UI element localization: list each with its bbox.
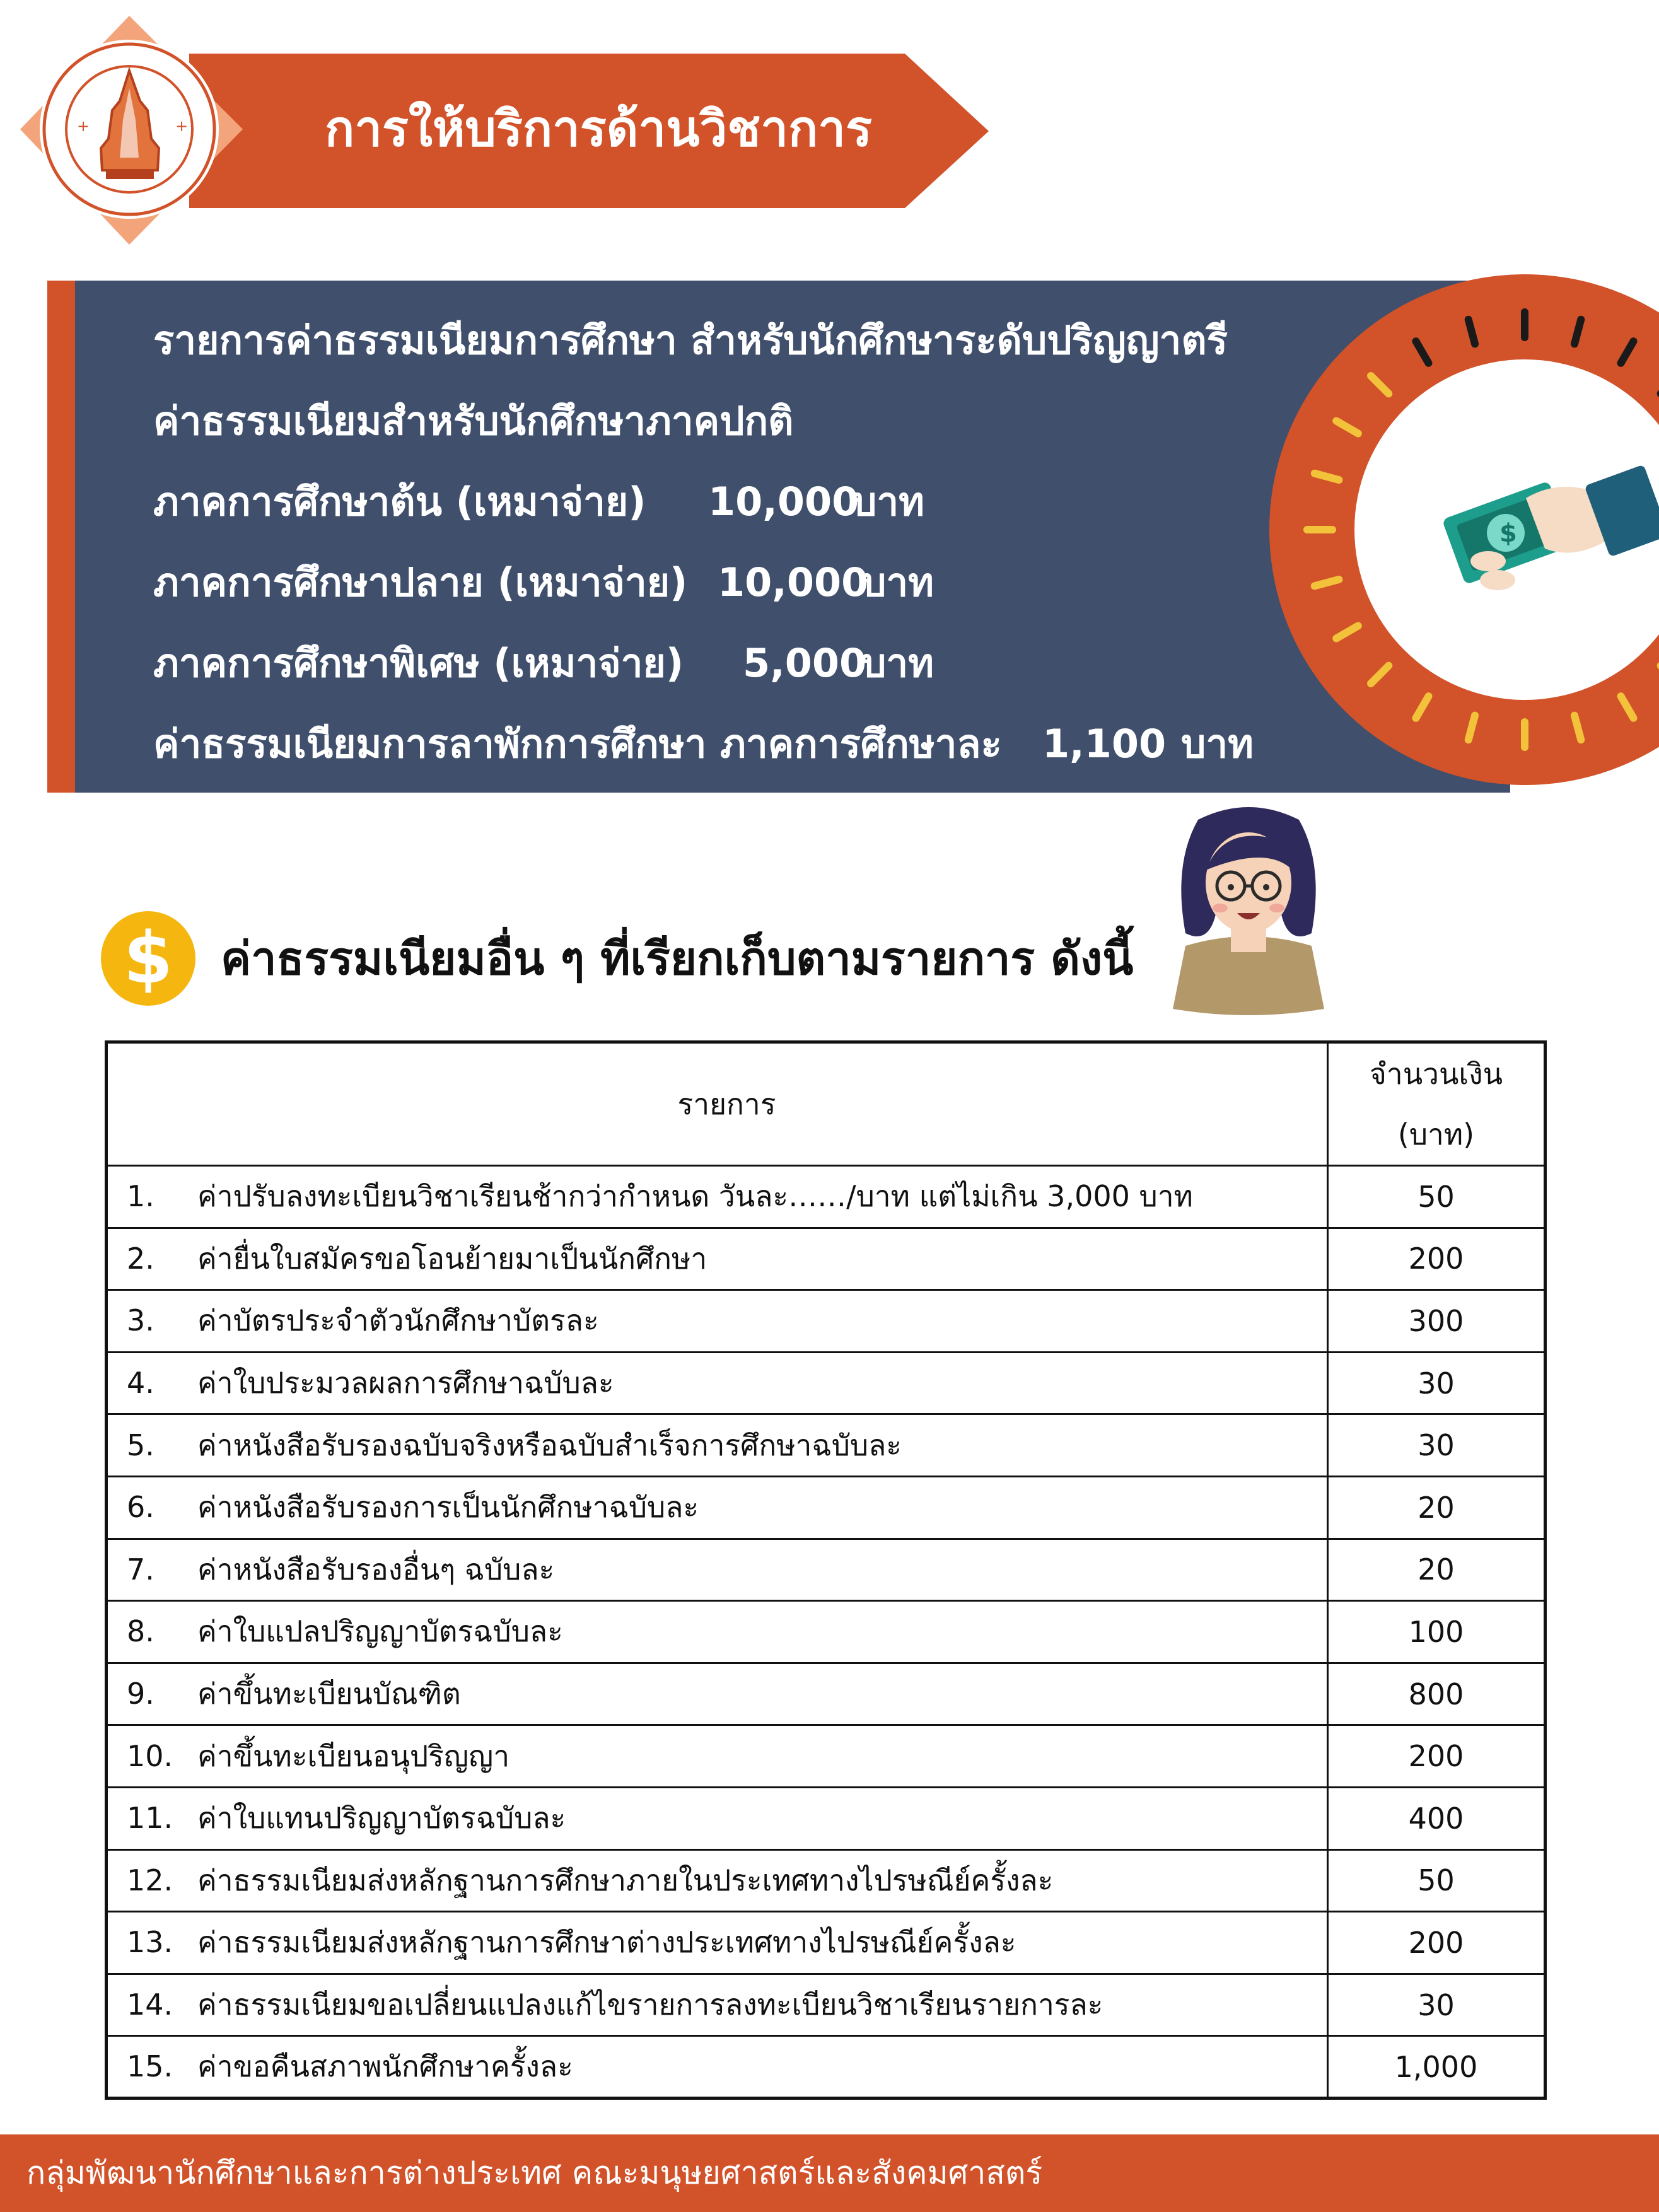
tuition-row-label: ภาคการศึกษาปลาย (เหมาจ่าย) (153, 559, 688, 605)
fee-item-desc: ค่าปรับลงทะเบียนวิชาเรียนช้ากว่ากำหนด วันละ……/บาท แต่ไม่เกิน 3,000 บาท (197, 1179, 1193, 1214)
fee-item-cell (107, 1663, 1328, 1725)
tuition-subtitle: ค่าธรรมเนียมสำหรับนักศึกษาภาคปกติ (153, 398, 794, 444)
fee-item-desc: ค่าขึ้นทะเบียนบัณฑิต (197, 1677, 461, 1711)
dollar-coin-icon: $ (101, 911, 195, 1006)
tuition-row-unit: บาท (852, 479, 925, 525)
fee-item-desc: ค่าธรรมเนียมขอเปลี่ยนแปลงแก้ไขรายการลงทะเบียนวิชาเรียนรายการละ (197, 1988, 1103, 2022)
fee-item-desc: ค่าธรรมเนียมส่งหลักฐานการศึกษาภายในประเทศทางไปรษณีย์ครั้งละ (197, 1863, 1054, 1897)
footer-bar (0, 2134, 1659, 2212)
fee-item-desc: ค่าหนังสือรับรองการเป็นนักศึกษาฉบับละ (197, 1490, 699, 1525)
fee-item-number: 14. (127, 1988, 173, 2022)
fee-item-desc: ค่ายื่นใบสมัครขอโอนย้ายมาเป็นนักศึกษา (197, 1241, 707, 1276)
hand-money-icon (1261, 265, 1659, 832)
table-row (107, 1290, 1545, 1353)
fee-item-number: 8. (127, 1614, 154, 1649)
fee-item-amount: 50 (1328, 1166, 1545, 1228)
tuition-row (153, 629, 934, 698)
fee-item-cell (107, 1476, 1328, 1539)
tuition-row-amount: 10,000 (708, 479, 859, 525)
svg-text:$: $ (1499, 519, 1517, 548)
fee-item-desc: ค่าขอคืนสภาพนักศึกษาครั้งละ (197, 2049, 573, 2084)
table-row (107, 2036, 1545, 2098)
svg-text:+: + (77, 117, 90, 135)
tuition-row (153, 467, 925, 537)
page-title: การให้บริการด้านวิชาการ (325, 101, 872, 158)
fee-item-desc: ค่าหนังสือรับรองฉบับจริงหรือฉบับสำเร็จการศึกษาฉบับละ (197, 1428, 902, 1462)
fee-item-desc: ค่าหนังสือรับรองอื่นๆ ฉบับละ (197, 1552, 555, 1586)
fee-item-cell (107, 1539, 1328, 1601)
fee-item-desc: ค่าบัตรประจำตัวนักศึกษาบัตรละ (197, 1303, 599, 1338)
table-row (107, 1601, 1545, 1663)
fee-item-number: 12. (127, 1863, 173, 1897)
tuition-row-amount: 1,100 (1042, 721, 1167, 767)
tuition-row (153, 548, 934, 617)
table-row (107, 1787, 1545, 1849)
tuition-row-unit: บาท (861, 640, 934, 686)
fee-item-cell (107, 1849, 1328, 1912)
table-row (107, 1849, 1545, 1912)
table-row (107, 1912, 1545, 1974)
fee-item-desc: ค่าใบแทนปริญญาบัตรฉบับละ (197, 1801, 566, 1836)
fee-item-number: 9. (127, 1677, 154, 1711)
fee-item-amount: 100 (1328, 1601, 1545, 1663)
tuition-row-unit: บาท (861, 559, 934, 605)
fee-item-amount: 800 (1328, 1663, 1545, 1725)
svg-text:+: + (175, 117, 189, 135)
table-row (107, 1166, 1545, 1228)
fee-item-number: 7. (127, 1552, 154, 1586)
fee-item-cell (107, 1290, 1328, 1353)
fee-item-cell (107, 1228, 1328, 1290)
fee-item-amount: 20 (1328, 1539, 1545, 1601)
table-row (107, 1476, 1545, 1539)
fee-item-cell (107, 1601, 1328, 1663)
tuition-title: รายการค่าธรรมเนียมการศึกษา สำหรับนักศึกษาระดับปริญญาตรี (153, 317, 1228, 363)
fee-item-number: 4. (127, 1366, 154, 1400)
section-heading: ค่าธรรมเนียมอื่น ๆ ที่เรียกเก็บตามรายการ ดังนี้ (221, 932, 1134, 985)
fee-item-amount: 1,000 (1328, 2036, 1545, 2098)
tuition-row (153, 709, 1254, 779)
fee-item-desc: ค่าขึ้นทะเบียนอนุปริญญา (197, 1738, 510, 1773)
table-row (107, 1352, 1545, 1414)
fee-item-desc: ค่าใบประมวลผลการศึกษาฉบับละ (197, 1366, 614, 1400)
panel-accent-bar (47, 281, 75, 793)
fee-item-number: 1. (127, 1179, 154, 1214)
fee-item-cell (107, 1974, 1328, 2036)
tuition-row-unit: บาท (1181, 721, 1254, 767)
fee-item-number: 5. (127, 1428, 154, 1462)
fee-item-desc: ค่าธรรมเนียมส่งหลักฐานการศึกษาต่างประเทศทางไปรษณีย์ครั้งละ (197, 1925, 1016, 1960)
fee-item-cell (107, 1352, 1328, 1414)
table-header-row (107, 1042, 1545, 1166)
fee-item-cell (107, 2036, 1328, 2098)
woman-avatar-icon (1160, 801, 1337, 1028)
fee-item-number: 13. (127, 1925, 173, 1960)
fee-table-body (107, 1166, 1545, 2098)
fee-item-amount: 200 (1328, 1725, 1545, 1788)
table-row (107, 1539, 1545, 1601)
fee-item-number: 15. (127, 2049, 173, 2084)
tuition-row-label: ภาคการศึกษาต้น (เหมาจ่าย) (153, 479, 646, 525)
table-row (107, 1663, 1545, 1725)
university-seal-logo (40, 40, 219, 219)
fee-item-amount: 300 (1328, 1290, 1545, 1353)
table-row (107, 1414, 1545, 1477)
fee-item-number: 10. (127, 1738, 173, 1773)
fee-item-amount: 30 (1328, 1974, 1545, 2036)
fee-item-cell (107, 1787, 1328, 1849)
col-header-amount-line2: (บาท) (1397, 1117, 1475, 1151)
fee-table (105, 1040, 1547, 2100)
fee-item-amount: 30 (1328, 1352, 1545, 1414)
fee-item-desc: ค่าใบแปลปริญญาบัตรฉบับละ (197, 1614, 563, 1649)
fee-item-amount: 400 (1328, 1787, 1545, 1849)
fee-item-amount: 200 (1328, 1912, 1545, 1974)
col-header-item: รายการ (107, 1042, 1328, 1166)
tuition-row-label: ภาคการศึกษาพิเศษ (เหมาจ่าย) (153, 640, 684, 686)
tuition-row-amount: 5,000 (743, 640, 867, 686)
fee-item-amount: 20 (1328, 1476, 1545, 1539)
fee-item-amount: 200 (1328, 1228, 1545, 1290)
fee-item-amount: 50 (1328, 1849, 1545, 1912)
table-row (107, 1974, 1545, 2036)
table-row (107, 1725, 1545, 1788)
col-header-amount (1328, 1042, 1545, 1166)
fee-item-number: 3. (127, 1303, 154, 1338)
fee-item-cell (107, 1912, 1328, 1974)
fee-item-cell (107, 1414, 1328, 1477)
fee-item-number: 11. (127, 1801, 173, 1836)
tuition-row-label: ค่าธรรมเนียมการลาพักการศึกษา ภาคการศึกษาละ (153, 721, 1002, 767)
fee-item-cell (107, 1725, 1328, 1788)
col-header-amount-line1: จำนวนเงิน (1369, 1057, 1503, 1091)
fee-item-number: 2. (127, 1241, 154, 1276)
footer-text: กลุ่มพัฒนานักศึกษาและการต่างประเทศ คณะมนุษยศาสตร์และสังคมศาสตร์ (26, 2155, 1043, 2191)
fee-item-number: 6. (127, 1490, 154, 1525)
fee-item-cell (107, 1166, 1328, 1228)
fee-item-amount: 30 (1328, 1414, 1545, 1477)
table-row (107, 1228, 1545, 1290)
tuition-row-amount: 10,000 (718, 559, 869, 605)
